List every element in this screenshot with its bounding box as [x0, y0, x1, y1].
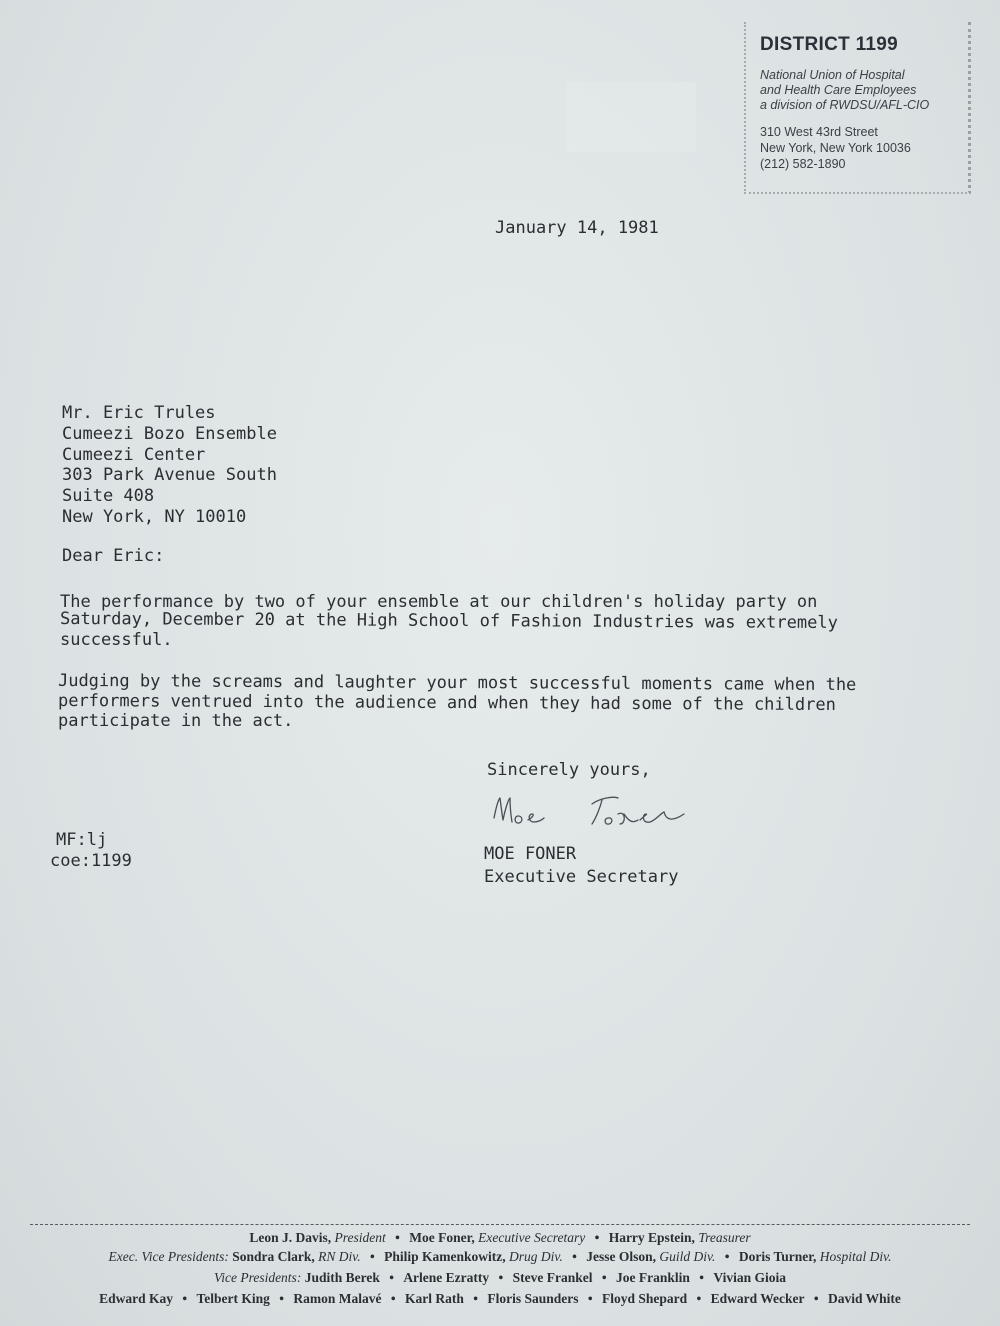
union-line-2: and Health Care Employees [760, 83, 917, 97]
recipient-line: Cumeezi Center [62, 445, 206, 465]
officer-name: Arlene Ezratty [403, 1270, 490, 1285]
officer-name: Telbert King [196, 1291, 270, 1306]
body-line: participate in the act. [58, 711, 294, 731]
officer-name: Joe Franklin [616, 1270, 690, 1285]
officer-name: Leon J. Davis, [249, 1230, 332, 1245]
letter-date: January 14, 1981 [495, 218, 659, 238]
officer-name: Harry Epstein, [608, 1230, 695, 1245]
bullet-separator: • [498, 1270, 504, 1285]
reference-code: coe:1199 [50, 851, 132, 871]
handwritten-signature [488, 790, 718, 835]
officer-title: Drug Div. [508, 1249, 563, 1264]
officer-group-label: Exec. Vice Presidents: [108, 1249, 229, 1264]
union-line-1: National Union of Hospital [760, 68, 905, 82]
union-phone: (212) 582-1890 [760, 157, 846, 171]
officer-name: David White [827, 1291, 901, 1306]
closing: Sincerely yours, [487, 760, 651, 780]
bullet-separator: • [389, 1270, 394, 1285]
recipient-line: 303 Park Avenue South [62, 465, 277, 485]
signer-name: MOE FONER [484, 844, 577, 864]
bullet-separator: • [390, 1291, 396, 1306]
union-name: DISTRICT 1199 [760, 34, 899, 55]
bullet-separator: • [369, 1249, 375, 1264]
officer-name: Edward Wecker [710, 1291, 805, 1306]
recipient-line: Cumeezi Bozo Ensemble [62, 424, 277, 444]
body-line: Saturday, December 20 at the High School of Fashion Industries was extremely [59, 608, 838, 634]
bullet-separator: • [601, 1270, 607, 1285]
reference-initials: MF:lj [56, 830, 108, 850]
officer-title: President [334, 1230, 386, 1245]
bullet-separator: • [587, 1291, 593, 1306]
union-line-3: a division of RWDSU/AFL-CIO [760, 98, 930, 112]
bullet-separator: • [696, 1291, 702, 1306]
officers-row-4 [0, 1291, 1000, 1307]
bullet-separator: • [699, 1270, 704, 1285]
officer-name: Steve Frankel [512, 1270, 593, 1285]
letterhead [744, 22, 971, 194]
officer-name: Vivian Gioia [713, 1270, 787, 1285]
officer-title: Hospital Div. [819, 1249, 892, 1264]
officer-name: Floris Saunders [487, 1291, 579, 1306]
officer-group-label: Vice Presidents: [213, 1270, 302, 1285]
bullet-separator: • [724, 1249, 730, 1264]
body-line: performers ventrued into the audience and when they had some of the children [57, 690, 836, 716]
officer-title: Executive Secretary [478, 1230, 586, 1245]
officers-row-3 [0, 1270, 1000, 1286]
bullet-separator: • [182, 1291, 188, 1306]
officer-name: Philip Kamenkowitz, [384, 1249, 506, 1264]
bullet-separator: • [395, 1230, 400, 1245]
bullet-separator: • [473, 1291, 478, 1306]
officers-row-2 [0, 1249, 1000, 1265]
salutation: Dear Eric: [62, 546, 165, 566]
recipient-line: New York, NY 10010 [62, 507, 247, 527]
union-street: 310 West 43rd Street [760, 125, 878, 139]
officer-name: Karl Rath [404, 1291, 464, 1306]
body-line: successful. [60, 630, 173, 650]
recipient-line: Mr. Eric Trules [62, 403, 216, 423]
union-city: New York, New York 10036 [760, 141, 911, 155]
signer-title: Executive Secretary [484, 867, 679, 887]
officer-name: Sondra Clark, [232, 1249, 315, 1264]
body-line: Judging by the screams and laughter your most successful moments came when the [57, 670, 857, 696]
officer-name: Moe Foner, [409, 1230, 475, 1245]
officer-title: Treasurer [698, 1230, 751, 1245]
officer-name: Ramon Malavé [293, 1291, 382, 1306]
body-line: The performance by two of your ensemble at our children's holiday party on [60, 592, 818, 612]
paper-blemish [566, 82, 696, 152]
footer-divider [30, 1224, 970, 1225]
bullet-separator: • [572, 1249, 577, 1264]
officer-name: Judith Berek [304, 1270, 380, 1285]
bullet-separator: • [594, 1230, 600, 1245]
officers-row-1 [0, 1230, 1000, 1246]
recipient-line: Suite 408 [62, 486, 155, 506]
officer-title: Guild Div. [659, 1249, 716, 1264]
officer-name: Doris Turner, [738, 1249, 817, 1264]
officer-title: RN Div. [318, 1249, 361, 1264]
bullet-separator: • [279, 1291, 284, 1306]
officer-name: Floyd Shepard [601, 1291, 688, 1306]
officer-name: Jesse Olson, [586, 1249, 656, 1264]
officer-name: Edward Kay [99, 1291, 174, 1306]
bullet-separator: • [813, 1291, 819, 1306]
